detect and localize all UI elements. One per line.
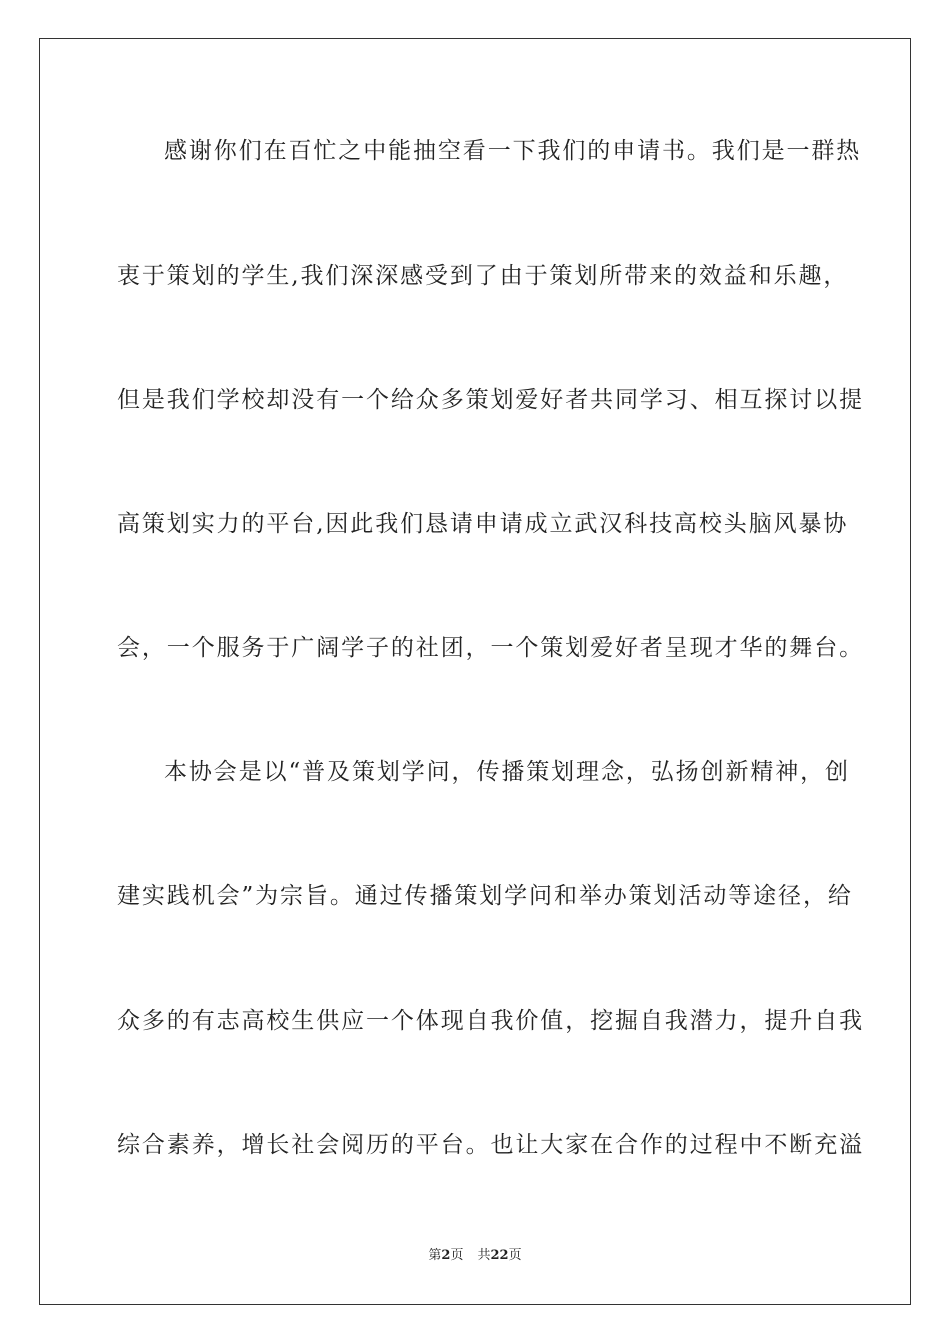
page-footer <box>0 1247 950 1265</box>
paragraph-line: 综合素养，增长社会阅历的平台。也让大家在合作的过程中不断充溢 <box>117 1132 864 1158</box>
page-current: 2 <box>441 1248 451 1263</box>
page-suffix: 页 <box>450 1248 464 1263</box>
page-prefix: 第 <box>428 1248 442 1263</box>
paragraph-line: 众多的有志高校生供应一个体现自我价值，挖掘自我潜力，提升自我 <box>117 1008 864 1034</box>
total-suffix: 页 <box>508 1248 522 1263</box>
paragraph-line: 感谢你们在百忙之中能抽空看一下我们的申请书。我们是一群热 <box>164 138 862 164</box>
total-prefix: 共 <box>477 1248 491 1263</box>
paragraph-line: 会，一个服务于广阔学子的社团，一个策划爱好者呈现才华的舞台。 <box>117 635 864 661</box>
paragraph-line: 本协会是以“普及策划学问，传播策划理念，弘扬创新精神，创 <box>164 759 850 785</box>
paragraph-line: 建实践机会”为宗旨。通过传播策划学问和举办策划活动等途径，给 <box>117 883 853 909</box>
paragraph-line: 但是我们学校却没有一个给众多策划爱好者共同学习、相互探讨以提 <box>117 387 864 413</box>
paragraph-line: 衷于策划的学生,我们深深感受到了由于策划所带来的效益和乐趣， <box>117 263 849 289</box>
paragraph-line: 高策划实力的平台,因此我们恳请申请成立武汉科技高校头脑风暴协 <box>117 511 849 537</box>
page-total: 22 <box>490 1248 509 1263</box>
page-border <box>39 38 911 1305</box>
